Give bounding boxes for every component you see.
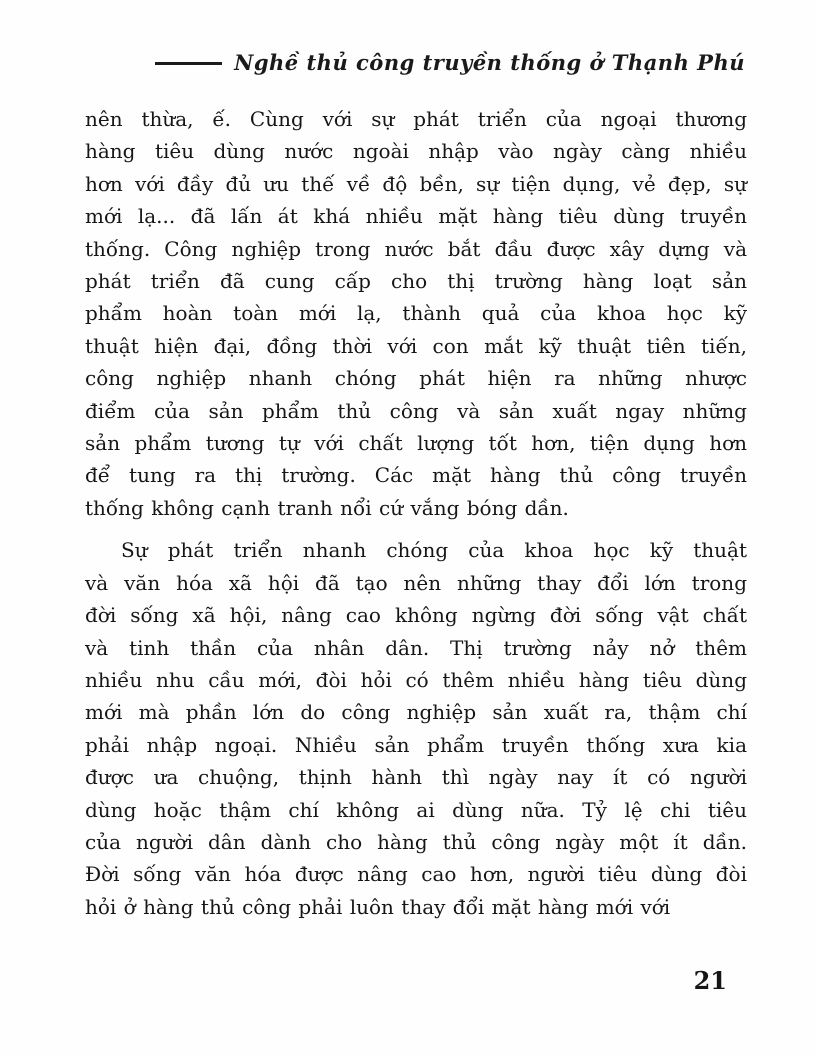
text-line: thống không cạnh tranh nổi cứ vắng bóng dần. [85,495,569,520]
text-line: công nghiệp nhanh chóng phát hiện ra những nhược [85,366,747,391]
text-line: được ưa chuộng, thịnh hành thì ngày nay ít có người [85,765,747,790]
text-line: thuật hiện đại, đồng thời với con mắt kỹ thuật tiên tiến, [85,333,747,358]
text-line: của người dân dành cho hàng thủ công ngày một ít dần. [85,829,747,854]
text-line: để tung ra thị trường. Các mặt hàng thủ công truyền [85,463,747,488]
text-line: sản phẩm tương tự với chất lượng tốt hơn, tiện dụng hơn [85,431,747,456]
text-line: hàng tiêu dùng nước ngoài nhập vào ngày càng nhiều [85,139,747,164]
text-line: đời sống xã hội, nâng cao không ngừng đời sống vật chất [85,603,747,628]
text-line: phát triển đã cung cấp cho thị trường hàng loạt sản [85,269,747,294]
text-line: và văn hóa xã hội đã tạo nên những thay đổi lớn trong [85,570,747,595]
text-line: và tinh thần của nhân dân. Thị trường nảy nở thêm [85,635,747,660]
text-line: Đời sống văn hóa được nâng cao hơn, người tiêu dùng đòi [85,862,747,887]
page-number: 21 [693,966,727,995]
text-line: nên thừa, ế. Cùng với sự phát triển của ngoại thương [85,107,747,131]
header-title: Nghề thủ công truyền thống ở Thạnh Phú [234,50,745,75]
text-line: mới mà phần lớn do công nghiệp sản xuất ra, thậm chí [85,700,747,725]
text-line: Sự phát triển nhanh chóng của khoa học kỹ thuật [121,538,747,563]
text-line: phẩm hoàn toàn mới lạ, thành quả của khoa học kỹ [85,301,747,326]
text-line: nhiều nhu cầu mới, đòi hỏi có thêm nhiều hàng tiêu dùng [85,667,747,692]
text-line: hơn với đầy đủ ưu thế về độ bền, sự tiện dụng, vẻ đẹp, sự [85,171,747,196]
header-rule [155,62,222,65]
paragraph-1 [85,103,747,524]
text-line: mới lạ... đã lấn át khá nhiều mặt hàng tiêu dùng truyền [85,204,747,229]
text-block [85,103,747,923]
text-line: điểm của sản phẩm thủ công và sản xuất ngay những [85,398,747,423]
text-line: phải nhập ngoại. Nhiều sản phẩm truyền thống xưa kia [85,732,747,757]
text-line: dùng hoặc thậm chí không ai dùng nữa. Tỷ lệ chi tiêu [85,797,747,822]
paragraph-2 [85,534,747,923]
text-line: thống. Công nghiệp trong nước bắt đầu được xây dựng và [85,236,747,261]
text-line: hỏi ở hàng thủ công phải luôn thay đổi mặt hàng mới với [85,894,671,919]
running-header [0,50,745,75]
